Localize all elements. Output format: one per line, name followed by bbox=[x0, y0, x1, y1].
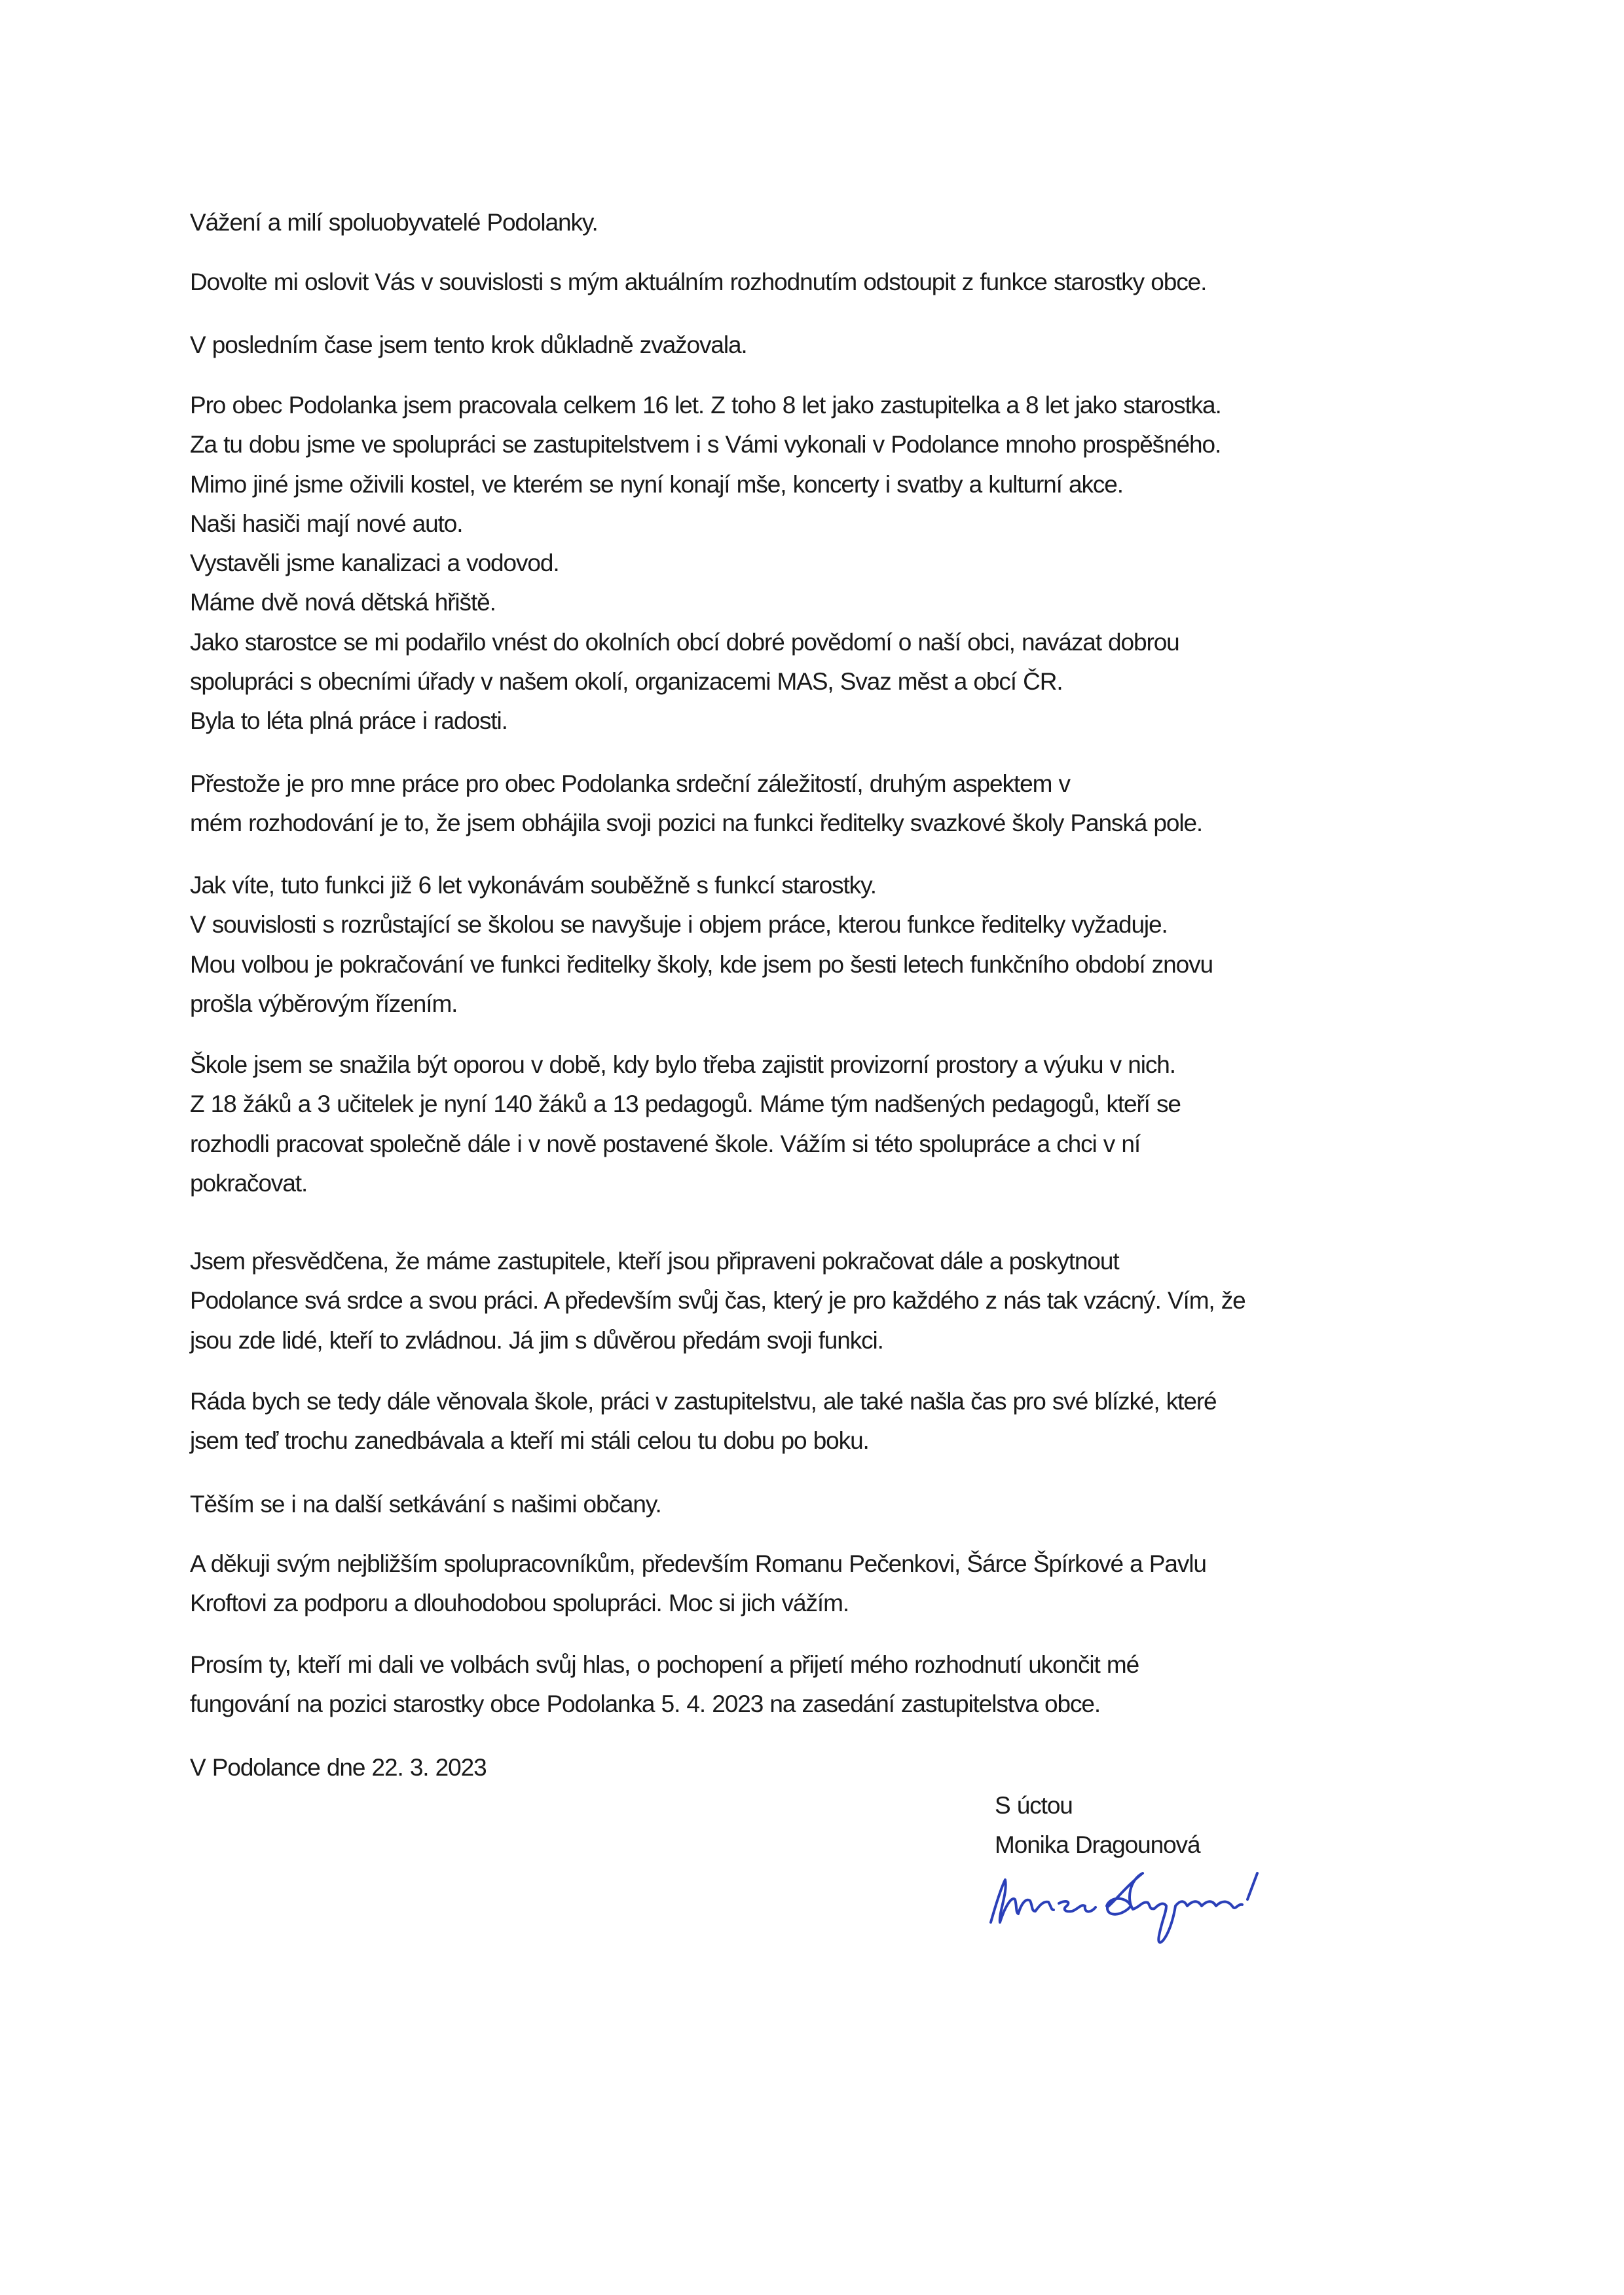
text-line: Ráda bych se tedy dále věnovala škole, práci v zastupitelstvu, ale také našla čas pro své blízké, které bbox=[190, 1388, 1217, 1415]
text-line: Těším se i na další setkávání s našimi občany. bbox=[190, 1491, 661, 1518]
paragraph-consideration bbox=[190, 326, 747, 365]
paragraph-council bbox=[190, 1242, 1246, 1360]
place-date bbox=[190, 1748, 487, 1787]
text-line: rozhodli pracovat společně dále i v nově postavené škole. Vážím si této spolupráce a chci v ní bbox=[190, 1130, 1141, 1157]
text-line: spolupráci s obecními úřady v našem okolí, organizacemi MAS, Svaz měst a obcí ČR. bbox=[190, 668, 1063, 696]
text-line: fungování na pozici starostky obce Podolanka 5. 4. 2023 na zasedání zastupitelstva obce. bbox=[190, 1690, 1100, 1718]
text-line: Naši hasiči mají nové auto. bbox=[190, 510, 463, 537]
text-line: Jako starostce se mi podařilo vnést do okolních obcí dobré povědomí o naší obci, navázat dobrou bbox=[190, 628, 1179, 656]
text-line: prošla výběrovým řízením. bbox=[190, 990, 458, 1017]
text-line: Byla to léta plná práce i radosti. bbox=[190, 707, 507, 735]
paragraph-director-role bbox=[190, 866, 1213, 1024]
text-line: Vystavěli jsme kanalizaci a vodovod. bbox=[190, 550, 559, 577]
paragraph-school-growth bbox=[190, 1045, 1181, 1203]
text-line: Mimo jiné jsme oživili kostel, ve kterém se nyní konají mše, koncerty i svatby a kulturní akce. bbox=[190, 470, 1123, 498]
signer-name: Monika Dragounová bbox=[995, 1831, 1200, 1859]
text-line: Máme dvě nová dětská hřiště. bbox=[190, 589, 496, 616]
text-line: Prosím ty, kteří mi dali ve volbách svůj hlas, o pochopení a přijetí mého rozhodnutí ukončit mé bbox=[190, 1651, 1139, 1678]
text-line: Škole jsem se snažila být oporou v době, kdy bylo třeba zajistit provizorní prostory a výuku v nich. bbox=[190, 1051, 1175, 1078]
text-line: pokračovat. bbox=[190, 1169, 308, 1197]
paragraph-school-position bbox=[190, 764, 1202, 844]
text-line: Za tu dobu jsme ve spolupráci se zastupitelstvem i s Vámi vykonali v Podolance mnoho prospěšného. bbox=[190, 431, 1221, 458]
text-line: Z 18 žáků a 3 učitelek je nyní 140 žáků a 13 pedagogů. Máme tým nadšených pedagogů, kteří se bbox=[190, 1091, 1181, 1118]
text-line: V Podolance dne 22. 3. 2023 bbox=[190, 1754, 487, 1781]
text-line: Mou volbou je pokračování ve funkci ředitelky školy, kde jsem po šesti letech funkčního období znovu bbox=[190, 950, 1213, 978]
text-line: mém rozhodování je to, že jsem obhájila svoji pozici na funkci ředitelky svazkové školy Panská pole. bbox=[190, 810, 1203, 837]
text-line: A děkuji svým nejbližším spolupracovníkům, především Romanu Pečenkovi, Šárce Špírkové a Pavlu bbox=[190, 1550, 1206, 1577]
closing-block bbox=[995, 1786, 1200, 1865]
text-line: Dovolte mi oslovit Vás v souvislosti s mým aktuálním rozhodnutím odstoupit z funkce starostky obce. bbox=[190, 269, 1207, 295]
paragraph-citizens bbox=[190, 1485, 661, 1524]
paragraph-future bbox=[190, 1382, 1217, 1461]
paragraph-request bbox=[190, 1645, 1139, 1725]
text-line: Pro obec Podolanka jsem pracovala celkem 16 let. Z toho 8 let jako zastupitelka a 8 let jako starostka. bbox=[190, 392, 1221, 419]
text-line: V souvislosti s rozrůstající se školou se navyšuje i objem práce, kterou funkce ředitelky vyžaduje. bbox=[190, 911, 1168, 939]
salutation bbox=[190, 203, 598, 242]
text-line: jsem teď trochu zanedbávala a kteří mi stáli celou tu dobu po boku. bbox=[190, 1427, 869, 1455]
text-line: jsou zde lidé, kteří to zvládnou. Já jim s důvěrou předám svoji funkci. bbox=[190, 1326, 883, 1354]
text-line: V posledním čase jsem tento krok důkladně zvažovala. bbox=[190, 331, 747, 358]
text-line: Vážení a milí spoluobyvatelé Podolanky. bbox=[190, 209, 598, 236]
text-line: Jsem přesvědčena, že máme zastupitele, kteří jsou připraveni pokračovat dále a poskytnout bbox=[190, 1248, 1119, 1275]
paragraph-resignation bbox=[190, 263, 1206, 302]
text-line: Přestože je pro mne práce pro obec Podolanka srdeční záležitostí, druhým aspektem v bbox=[190, 770, 1070, 797]
text-line: Podolance svá srdce a svou práci. A především svůj čas, který je pro každého z nás tak vzácný. Vím, že bbox=[190, 1287, 1246, 1315]
text-line: Kroftovi za podporu a dlouhodobou spolupráci. Moc si jich vážím. bbox=[190, 1590, 849, 1617]
text-line: Jak víte, tuto funkci již 6 let vykonávám souběžně s funkcí starostky. bbox=[190, 872, 876, 899]
paragraph-achievements bbox=[190, 386, 1221, 741]
paragraph-thanks bbox=[190, 1544, 1206, 1624]
closing-text: S úctou bbox=[995, 1792, 1073, 1819]
handwritten-signature bbox=[986, 1860, 1378, 1958]
